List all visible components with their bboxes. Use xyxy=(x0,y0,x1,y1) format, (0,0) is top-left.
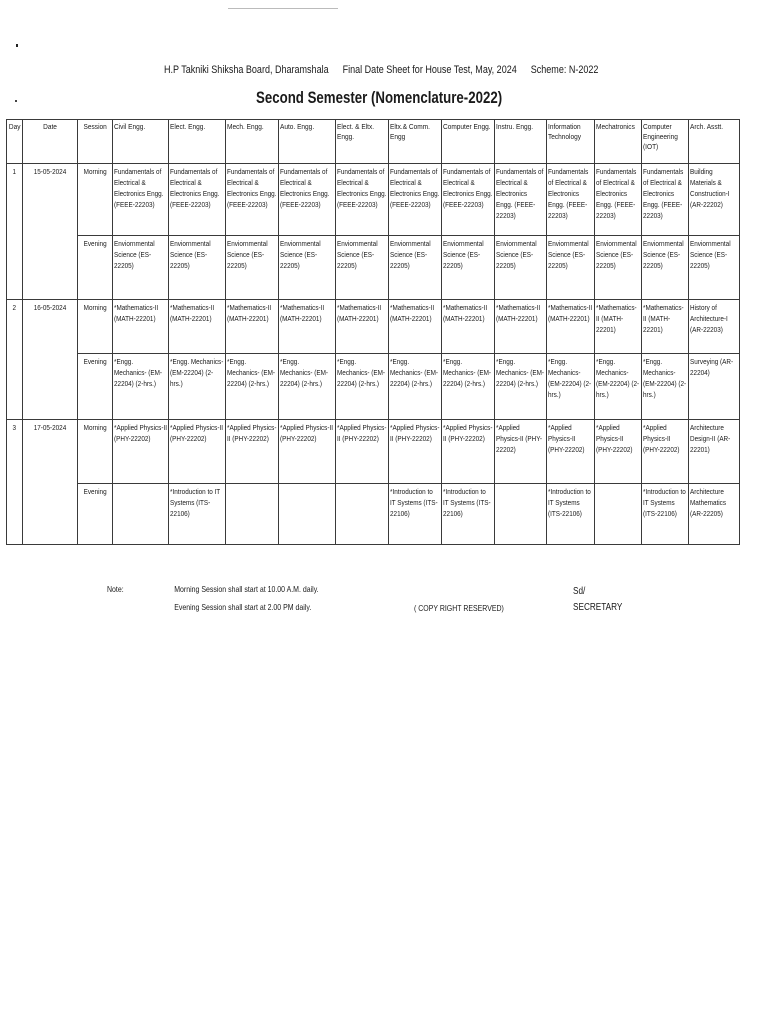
subject-text: Fundamentals of Electrical & Electronics Engg. (FEEE-22203) xyxy=(442,167,492,209)
subject-text: *Engg. Mechanics- (EM-22204) (2-hrs.) xyxy=(389,357,438,388)
subject-cell xyxy=(113,484,169,545)
scheme-label: Scheme: N-2022 xyxy=(530,64,599,76)
date-cell: 15-05-2024 xyxy=(22,164,77,300)
subject-cell xyxy=(494,236,546,300)
subject-cell xyxy=(494,300,546,354)
subject-cell xyxy=(226,354,279,420)
subject-text: Fundamentals of Electrical & Electronics Engg. (FEEE-22203) xyxy=(643,167,684,220)
subject-text: Enviornmental Science (ES-22205) xyxy=(114,239,155,270)
session-cell: Morning xyxy=(77,300,112,354)
table-row xyxy=(7,164,740,236)
column-header-branch: Computer Engg. xyxy=(441,120,494,164)
subject-text: *Engg. Mechanics- (EM-22204) (2-hrs.) xyxy=(596,357,640,399)
subject-cell xyxy=(642,354,689,420)
subject-cell xyxy=(169,484,226,545)
table-row xyxy=(7,300,740,354)
subject-text: Enviornmental Science (ES-22205) xyxy=(170,239,211,270)
subject-cell xyxy=(642,300,689,354)
subject-cell xyxy=(169,236,226,300)
subject-text: *Mathematics-II (MATH-22201) xyxy=(114,303,159,323)
subject-cell xyxy=(169,420,226,484)
subject-cell xyxy=(494,354,546,420)
subject-cell xyxy=(688,420,739,484)
subject-cell xyxy=(113,354,169,420)
sheet-title: Final Date Sheet for House Test, May, 2024 xyxy=(342,64,517,76)
subject-cell xyxy=(595,300,642,354)
subject-text: Fundamentals of Electrical & Electronics Engg. (FEEE-22203) xyxy=(596,167,637,220)
subject-text: Fundamentals of Electrical & Electronics Engg. (FEEE-22203) xyxy=(495,167,543,220)
subject-cell xyxy=(441,484,494,545)
subject-cell xyxy=(595,164,642,236)
subject-text: *Mathematics-II (MATH-22201) xyxy=(389,303,434,323)
subject-cell xyxy=(546,236,595,300)
subject-text: Architecture Mathematics (AR-22205) xyxy=(689,487,726,518)
column-header-branch: Auto. Engg. xyxy=(279,120,335,164)
subject-text: *Mathematics-II (MATH-22201) xyxy=(280,303,325,323)
subject-cell xyxy=(226,484,279,545)
column-header-date: Date xyxy=(22,120,77,164)
table-row xyxy=(7,236,740,300)
date-sheet-table xyxy=(6,119,740,545)
subject-cell xyxy=(494,484,546,545)
subject-cell xyxy=(279,354,335,420)
subject-cell xyxy=(595,354,642,420)
subject-text: Fundamentals of Electrical & Electronics Engg. (FEEE-22203) xyxy=(170,167,220,209)
page-title: Second Semester (Nomenclature-2022) xyxy=(256,88,503,107)
column-header-branch: Instru. Engg. xyxy=(494,120,546,164)
subject-text: *Engg. Mechanics- (EM-22204) (2-hrs.) xyxy=(643,357,687,399)
subject-cell xyxy=(335,300,388,354)
column-header-branch: Elect. & Eltx. Engg. xyxy=(335,120,388,164)
subject-cell xyxy=(494,420,546,484)
subject-text: *Introduction to IT Systems (ITS-22106) xyxy=(389,487,438,518)
subject-text: *Mathematics-II (MATH-22201) xyxy=(547,303,592,323)
subject-text: *Mathematics-II (MATH-22201) xyxy=(442,303,487,323)
subject-text: Enviornmental Science (ES-22205) xyxy=(227,239,268,270)
session-cell: Evening xyxy=(77,236,112,300)
day-cell: 2 xyxy=(7,300,23,420)
subject-cell xyxy=(335,164,388,236)
subject-cell xyxy=(335,236,388,300)
subject-cell xyxy=(388,484,441,545)
subject-cell xyxy=(279,300,335,354)
date-cell: 17-05-2024 xyxy=(22,420,77,545)
subject-text: *Applied Physics-II (PHY-22202) xyxy=(495,423,542,454)
note-evening: Evening Session shall start at 2.00 PM daily. xyxy=(174,602,312,612)
scan-speck xyxy=(15,100,17,102)
day-cell: 3 xyxy=(7,420,23,545)
designation: SECRETARY xyxy=(573,602,623,613)
subject-text: *Mathematics-II (MATH-22201) xyxy=(170,303,215,323)
subject-text: Fundamentals of Electrical & Electronics Engg. (FEEE-22203) xyxy=(114,167,164,209)
subject-cell xyxy=(642,164,689,236)
subject-text: Building Materials & Construction-I (AR-22202) xyxy=(689,167,730,209)
subject-cell xyxy=(642,236,689,300)
column-header-branch: Computer Engineering (IOT) xyxy=(642,120,689,164)
subject-text: *Introduction to IT Systems (ITS-22106) xyxy=(442,487,491,518)
subject-cell xyxy=(441,354,494,420)
subject-cell xyxy=(642,420,689,484)
subject-text: *Mathematics-II (MATH-22201) xyxy=(227,303,272,323)
column-header-branch: Mech. Engg. xyxy=(226,120,279,164)
subject-cell xyxy=(441,420,494,484)
table-row xyxy=(7,484,740,545)
subject-text: *Applied Physics-II (PHY-22202) xyxy=(114,423,168,443)
subject-cell xyxy=(688,484,739,545)
subject-cell xyxy=(113,300,169,354)
subject-cell xyxy=(546,484,595,545)
subject-text: *Mathematics-II (MATH-22201) xyxy=(495,303,540,323)
subject-text: Enviornmental Science (ES-22205) xyxy=(336,239,378,270)
subject-cell xyxy=(441,300,494,354)
subject-cell xyxy=(546,164,595,236)
subject-text: *Engg. Mechanics- (EM-22204) (2-hrs.) xyxy=(336,357,385,388)
subject-cell xyxy=(226,164,279,236)
subject-cell xyxy=(226,300,279,354)
subject-cell xyxy=(169,300,226,354)
copyright-notice: ( COPY RIGHT RESERVED) xyxy=(414,603,504,613)
subject-cell xyxy=(441,236,494,300)
subject-cell xyxy=(279,164,335,236)
session-cell: Evening xyxy=(77,484,112,545)
column-header-branch: Eltx.& Comm. Engg xyxy=(388,120,441,164)
subject-cell xyxy=(388,354,441,420)
subject-text: *Engg. Mechanics- (EM-22204) (2-hrs.) xyxy=(114,357,163,388)
subject-text: *Applied Physics-II (PHY-22202) xyxy=(643,423,680,454)
subject-cell xyxy=(441,164,494,236)
subject-cell xyxy=(546,300,595,354)
subject-cell xyxy=(388,300,441,354)
subject-text: *Applied Physics-II (PHY-22202) xyxy=(547,423,585,454)
subject-text: *Applied Physics-II (PHY-22202) xyxy=(170,423,224,443)
subject-cell xyxy=(688,164,739,236)
subject-cell xyxy=(494,164,546,236)
scan-speck xyxy=(16,44,18,47)
subject-text: Enviornmental Science (ES-22205) xyxy=(495,239,537,270)
subject-text: *Applied Physics-II (PHY-22202) xyxy=(280,423,334,443)
column-header-session: Session xyxy=(77,120,112,164)
subject-text: *Engg. Mechanics- (EM-22204) (2-hrs.) xyxy=(547,357,591,399)
subject-text: *Engg. Mechanics- (EM-22204) (2-hrs.) xyxy=(280,357,329,388)
subject-cell xyxy=(113,164,169,236)
column-header-branch: Mechatronics xyxy=(595,120,642,164)
subject-cell xyxy=(226,236,279,300)
subject-text: Enviornmental Science (ES-22205) xyxy=(442,239,484,270)
session-cell: Morning xyxy=(77,164,112,236)
subject-text: *Applied Physics-II (PHY-22202) xyxy=(227,423,277,443)
board-name: H.P Takniki Shiksha Board, Dharamshala xyxy=(164,64,329,76)
table-row xyxy=(7,420,740,484)
subject-cell xyxy=(113,420,169,484)
column-header-branch: Civil Engg. xyxy=(113,120,169,164)
subject-text: Fundamentals of Electrical & Electronics Engg. (FEEE-22203) xyxy=(389,167,439,209)
subject-text: *Engg. Mechanics- (EM-22204) (2-hrs.) xyxy=(170,357,224,388)
subject-text: Architecture Design-II (AR-22201) xyxy=(689,423,731,454)
subject-text: Enviornmental Science (ES-22205) xyxy=(280,239,321,270)
subject-text: *Applied Physics-II (PHY-22202) xyxy=(596,423,633,454)
column-header-branch: Arch. Asstt. xyxy=(688,120,739,164)
subject-cell xyxy=(388,236,441,300)
subject-text: Fundamentals of Electrical & Electronics Engg. (FEEE-22203) xyxy=(280,167,330,209)
subject-text: Enviornmental Science (ES-22205) xyxy=(389,239,431,270)
subject-cell xyxy=(688,354,739,420)
subject-text: Fundamentals of Electrical & Electronics Engg. (FEEE-22203) xyxy=(336,167,386,209)
subject-text: History of Architecture-I (AR-22203) xyxy=(689,303,728,334)
subject-text: *Engg. Mechanics- (EM-22204) (2-hrs.) xyxy=(442,357,491,388)
note-morning: Morning Session shall start at 10.00 A.M. daily. xyxy=(174,584,319,594)
subject-cell xyxy=(113,236,169,300)
subject-text: *Introduction to IT Systems (ITS-22106) xyxy=(643,487,686,518)
column-header-branch: Information Technology xyxy=(546,120,595,164)
subject-text: *Introduction to IT Systems (ITS-22106) xyxy=(547,487,591,518)
subject-cell xyxy=(279,484,335,545)
note-label: Note: xyxy=(107,584,124,594)
subject-cell xyxy=(388,164,441,236)
subject-cell xyxy=(688,236,739,300)
subject-cell xyxy=(546,354,595,420)
table-row xyxy=(7,354,740,420)
subject-text: *Mathematics-II (MATH-22201) xyxy=(336,303,381,323)
subject-text: Enviornmental Science (ES-22205) xyxy=(689,239,731,270)
subject-text: *Mathematics-II (MATH-22201) xyxy=(643,303,684,334)
subject-text: *Engg. Mechanics- (EM-22204) (2-hrs.) xyxy=(495,357,544,388)
session-cell: Evening xyxy=(77,354,112,420)
subject-text: *Introduction to IT Systems (ITS-22106) xyxy=(170,487,221,518)
subject-cell xyxy=(688,300,739,354)
column-header-branch: Elect. Engg. xyxy=(169,120,226,164)
subject-text: *Applied Physics-II (PHY-22202) xyxy=(389,423,439,443)
subject-text: Fundamentals of Electrical & Electronics Engg. (FEEE-22203) xyxy=(547,167,588,220)
subject-cell xyxy=(279,236,335,300)
subject-cell xyxy=(226,420,279,484)
subject-cell xyxy=(169,164,226,236)
subject-text: *Engg. Mechanics- (EM-22204) (2-hrs.) xyxy=(227,357,276,388)
subject-text: Enviornmental Science (ES-22205) xyxy=(547,239,589,270)
subject-text: Enviornmental Science (ES-22205) xyxy=(596,239,638,270)
scan-mark xyxy=(228,8,338,9)
subject-cell xyxy=(595,236,642,300)
subject-cell xyxy=(642,484,689,545)
date-cell: 16-05-2024 xyxy=(22,300,77,420)
subject-cell xyxy=(335,354,388,420)
subject-cell xyxy=(335,420,388,484)
table-header-row xyxy=(7,120,740,164)
subject-text: Surveying (AR-22204) xyxy=(689,357,734,377)
subject-text: *Applied Physics-II (PHY-22202) xyxy=(336,423,386,443)
subject-text: *Mathematics-II (MATH-22201) xyxy=(596,303,638,334)
subject-text: Fundamentals of Electrical & Electronics Engg. (FEEE-22203) xyxy=(227,167,277,209)
column-header-day: Day xyxy=(7,120,23,164)
document-header xyxy=(164,64,599,76)
subject-cell xyxy=(169,354,226,420)
signature: Sd/ xyxy=(573,586,586,597)
day-cell: 1 xyxy=(7,164,23,300)
subject-text: *Applied Physics-II (PHY-22202) xyxy=(442,423,492,443)
subject-text: Enviornmental Science (ES-22205) xyxy=(643,239,684,270)
subject-cell xyxy=(388,420,441,484)
subject-cell xyxy=(279,420,335,484)
subject-cell xyxy=(335,484,388,545)
subject-cell xyxy=(595,420,642,484)
subject-cell xyxy=(546,420,595,484)
session-cell: Morning xyxy=(77,420,112,484)
subject-cell xyxy=(595,484,642,545)
